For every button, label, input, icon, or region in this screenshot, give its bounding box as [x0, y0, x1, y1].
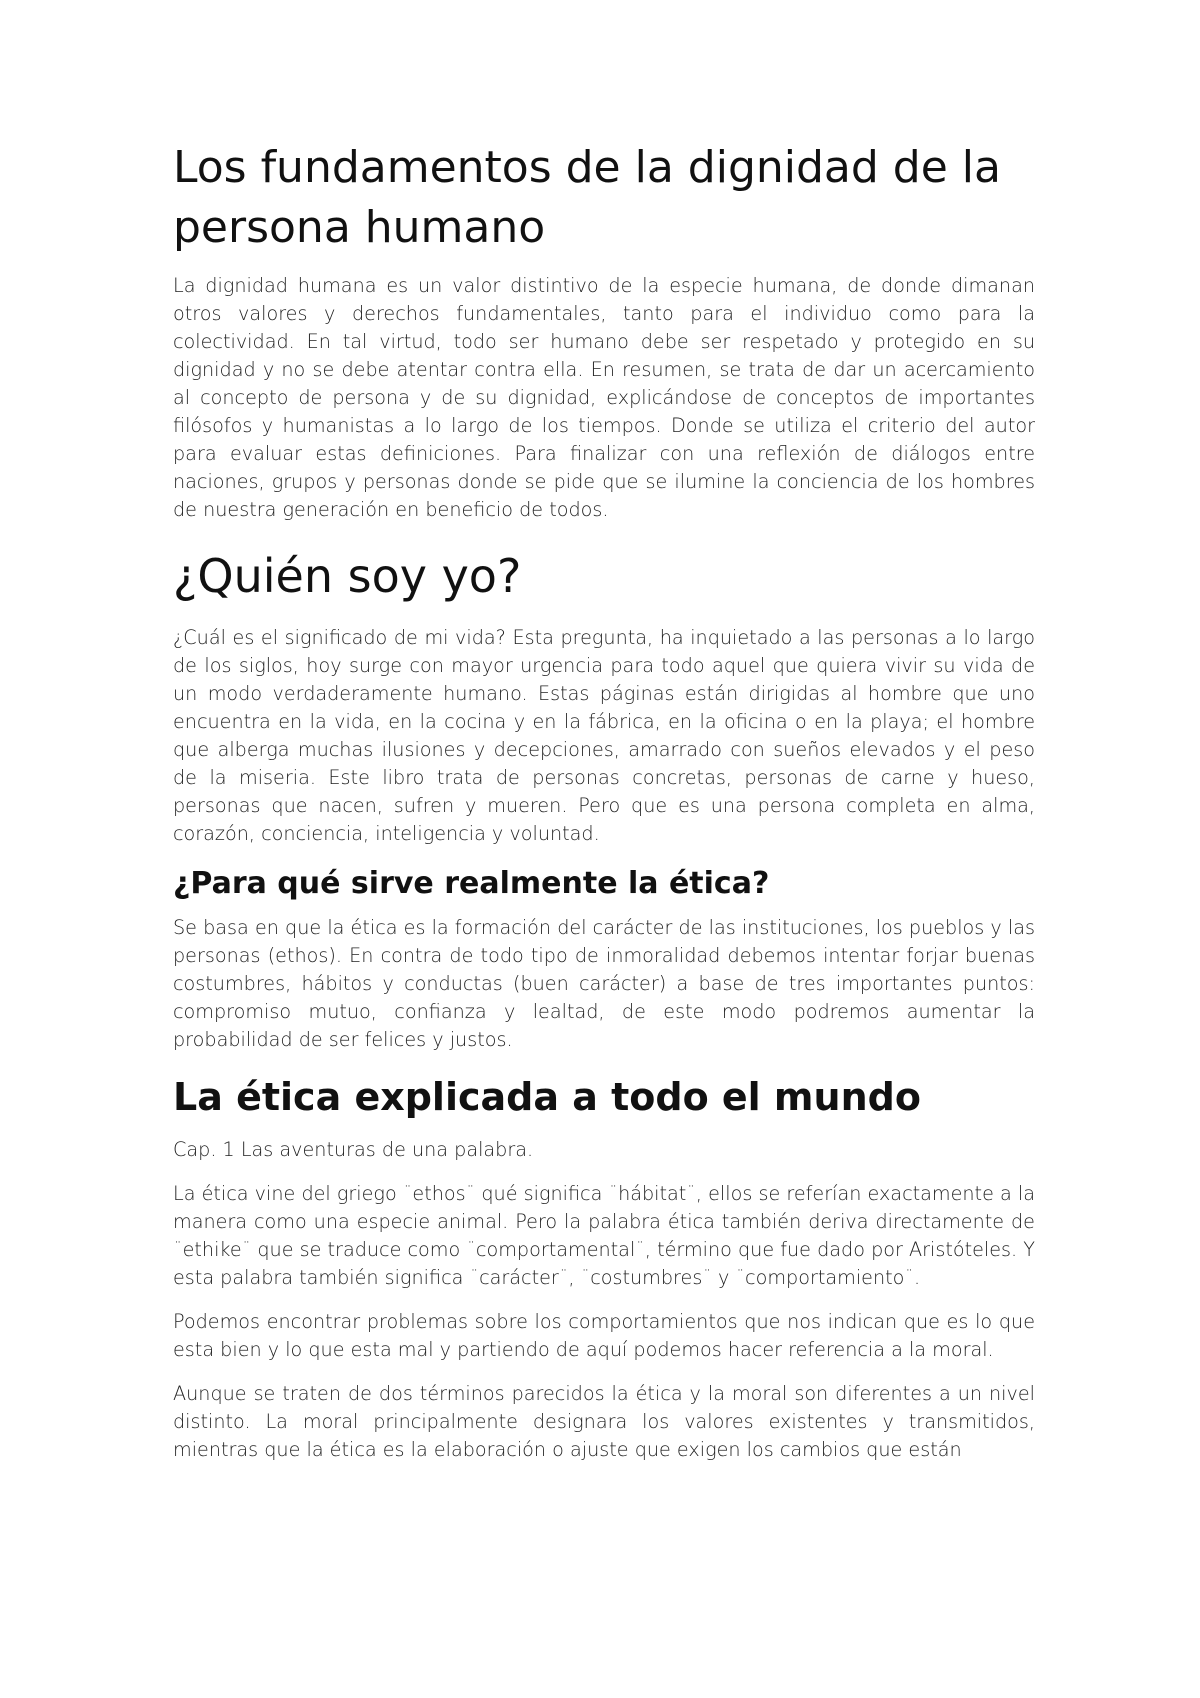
- heading-etica-explicada: La ética explicada a todo el mundo: [173, 1075, 921, 1119]
- document-page: [173, 138, 1035, 1464]
- etica-paragraph-1: La ética vine del griego ¨ethos¨ qué significa ¨hábitat¨, ellos se referían exactamente a la manera como una especie animal. Pero la palabra ética también deriva directamente de ¨ethike¨ que se traduce como ¨comportamental¨, término que fue dado por Aristóteles. Y esta palabra también significa ¨carácter¨, ¨costumbres¨ y ¨comportamiento¨.: [173, 1182, 1035, 1289]
- intro-paragraph: La dignidad humana es un valor distintivo de la especie humana, de donde dimanan otros valores y derechos fundamentales, tanto para el individuo como para la colectividad. En tal virtud, todo ser humano debe ser respetado y protegido en su dignidad y no se debe atentar contra ella. En resumen, se trata de dar un acercamiento al concepto de persona y de su dignidad, explicándose de conceptos de importantes filósofos y humanistas a lo largo de los tiempos. Donde se utiliza el criterio del autor para evaluar estas definiciones. Para finalizar con una reflexión de diálogos entre naciones, grupos y personas donde se pide que se ilumine la conciencia de los hombres de nuestra generación en beneficio de todos.: [173, 274, 1035, 521]
- heading-quien-soy-yo: ¿Quién soy yo?: [173, 549, 522, 603]
- chapter-line: Cap. 1 Las aventuras de una palabra.: [173, 1138, 534, 1161]
- document-title: Los fundamentos de la dignidad de la persona humano: [173, 142, 1001, 253]
- para-paragraph: Se basa en que la ética es la formación del carácter de las instituciones, los pueblos y las personas (ethos). En contra de todo tipo de inmoralidad debemos intentar forjar buenas costumbres, hábitos y conductas (buen carácter) a base de tres importantes puntos: compromiso mutuo, confianza y lealtad, de este modo podremos aumentar la probabilidad de ser felices y justos.: [173, 916, 1035, 1051]
- etica-paragraph-3: Aunque se traten de dos términos parecidos la ética y la moral son diferentes a un nivel distinto. La moral principalmente designara los valores existentes y transmitidos, mientras que la ética es la elaboración o ajuste que exigen los cambios que están: [173, 1382, 1035, 1461]
- heading-para-que-sirve: ¿Para qué sirve realmente la ética?: [173, 866, 770, 901]
- etica-paragraph-2: Podemos encontrar problemas sobre los comportamientos que nos indican que es lo que esta bien y lo que esta mal y partiendo de aquí podemos hacer referencia a la moral.: [173, 1310, 1035, 1361]
- quien-paragraph: ¿Cuál es el significado de mi vida? Esta pregunta, ha inquietado a las personas a lo largo de los siglos, hoy surge con mayor urgencia para todo aquel que quiera vivir su vida de un modo verdaderamente humano. Estas páginas están dirigidas al hombre que uno encuentra en la vida, en la cocina y en la fábrica, en la oficina o en la playa; el hombre que alberga muchas ilusiones y decepciones, amarrado con sueños elevados y el peso de la miseria. Este libro trata de personas concretas, personas de carne y hueso, personas que nacen, sufren y mueren. Pero que es una persona completa en alma, corazón, conciencia, inteligencia y voluntad.: [173, 626, 1035, 845]
